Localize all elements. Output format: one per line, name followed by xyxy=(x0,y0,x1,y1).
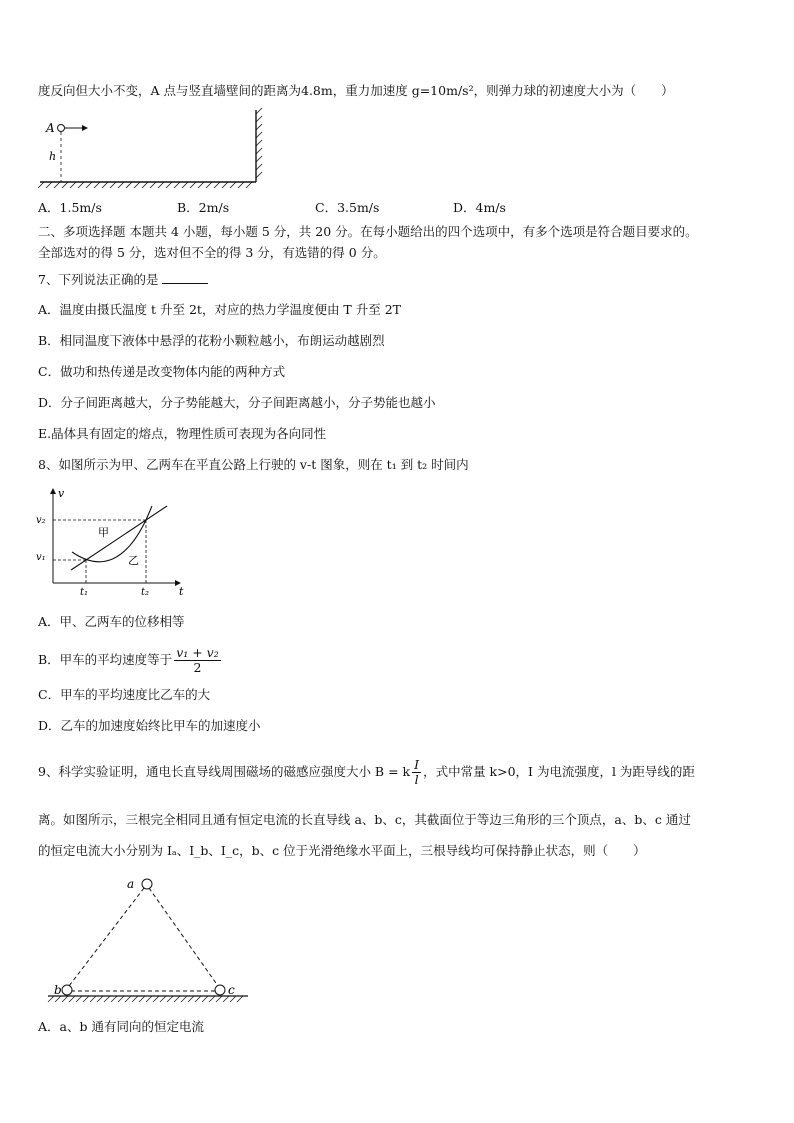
section2-line1: 二、多项选择题 本题共 4 小题，每小题 5 分，共 20 分。在每小题给出的四个选项中，有多个选项是符合题目要求的。 xyxy=(38,224,698,239)
wall xyxy=(256,108,262,182)
q9-line1-b: ，式中常量 k>0，I 为电流强度，l 为距导线的距 xyxy=(423,764,695,779)
hatch-mark xyxy=(111,996,117,1002)
q9-option-a[interactable]: A．a、b 通有同向的恒定电流 xyxy=(38,1019,204,1034)
hatch-mark xyxy=(62,996,68,1002)
hatch-mark xyxy=(104,996,110,1002)
hatch-mark xyxy=(202,996,208,1002)
hatch-mark xyxy=(139,996,145,1002)
q8-vt-chart xyxy=(36,484,196,604)
q6-stem-tail: 度反向但大小不变，A 点与竖直墙壁间的距离为4.8m，重力加速度 g=10m/s²，则弹力球的初速度大小为（ ） xyxy=(38,83,674,98)
q8-option-b-fraction xyxy=(174,646,221,675)
q8-stem: 8、如图所示为甲、乙两车在平直公路上行驶的 v-t 图象，则在 t₁ 到 t₂ 时间内 xyxy=(38,457,469,472)
horizontal-surface xyxy=(48,996,248,1002)
hatch-mark xyxy=(90,996,96,1002)
hatch-mark xyxy=(69,996,75,1002)
q9-formula-fraction xyxy=(412,758,421,787)
fraction-denominator: 2 xyxy=(193,660,202,675)
edge-ac xyxy=(149,888,218,986)
series-label-jia: 甲 xyxy=(98,526,109,539)
hatch-mark xyxy=(97,996,103,1002)
hatch-mark xyxy=(83,996,89,1002)
hatch-mark xyxy=(181,996,187,1002)
q7-option-b[interactable]: B．相同温度下液体中悬浮的花粉小颗粒越小，布朗运动越剧烈 xyxy=(38,333,385,348)
q6-option-c[interactable]: C．3.5m/s xyxy=(315,200,380,215)
hatch-mark xyxy=(174,996,180,1002)
v-axis-label: v xyxy=(58,487,65,500)
q9-line3: 的恒定电流大小分别为 Iₐ、I_b、I_c，b、c 位于光滑绝缘水平面上，三根导线均可保持静止状态，则（ ） xyxy=(38,843,646,858)
wire-a xyxy=(142,879,152,889)
hatch-mark xyxy=(216,996,222,1002)
q9-line1 xyxy=(38,756,695,788)
hatch-mark xyxy=(188,996,194,1002)
velocity-arrowhead xyxy=(82,125,88,131)
y-tick-v2: v₂ xyxy=(36,515,46,526)
q9-line1-a: 9、科学实验证明，通电长直导线周围磁场的磁感应强度大小 B = k xyxy=(38,764,411,779)
v-axis-arrow xyxy=(50,488,56,494)
q8-option-a[interactable]: A．甲、乙两车的位移相等 xyxy=(38,614,185,629)
hatch-mark xyxy=(146,996,152,1002)
q7-stem-row xyxy=(38,271,208,289)
q7-option-e[interactable]: E.晶体具有固定的熔点，物理性质可表现为各向同性 xyxy=(38,426,327,441)
hatch-mark xyxy=(209,996,215,1002)
q7-answer-blank xyxy=(162,271,208,284)
ball-a xyxy=(58,125,65,132)
hatch-mark xyxy=(132,996,138,1002)
t-axis-label: t xyxy=(179,585,184,598)
label-c: c xyxy=(228,983,235,997)
hatch-mark xyxy=(153,996,159,1002)
wire-c xyxy=(215,985,225,995)
wire-b xyxy=(62,985,72,995)
q6-option-a[interactable]: A．1.5m/s xyxy=(38,200,102,215)
q8-option-d[interactable]: D．乙车的加速度始终比甲车的加速度小 xyxy=(38,718,261,733)
hatch-mark xyxy=(195,996,201,1002)
fraction-numerator: v₁ + v₂ xyxy=(176,645,219,660)
hatch-mark xyxy=(125,996,131,1002)
hatch-mark xyxy=(76,996,82,1002)
q9-triangle-figure xyxy=(40,872,260,1012)
ground xyxy=(38,182,256,188)
series-yi-curve xyxy=(72,506,152,562)
hatch-mark xyxy=(118,996,124,1002)
series-label-yi: 乙 xyxy=(128,554,139,567)
q8-option-c[interactable]: C．甲车的平均速度比乙车的大 xyxy=(38,687,211,702)
point-a-label: A xyxy=(46,121,55,135)
formula-numerator: I xyxy=(414,757,420,772)
hatch-mark xyxy=(160,996,166,1002)
q7-option-c[interactable]: C．做功和热传递是改变物体内能的两种方式 xyxy=(38,364,286,379)
hatch-mark xyxy=(167,996,173,1002)
formula-denominator: l xyxy=(414,772,419,787)
q8-option-b-prefix: B．甲车的平均速度等于 xyxy=(38,652,173,667)
section2-line2: 全部选对的得 5 分，选对但不全的得 3 分，有选错的得 0 分。 xyxy=(38,245,386,260)
q7-stem: 7、下列说法正确的是 xyxy=(38,272,159,287)
q9-line2: 离。如图所示，三根完全相同且通有恒定电流的长直导线 a、b、c，其截面位于等边三角形的三个顶点，a、b、c 通过 xyxy=(38,812,691,827)
q6-figure xyxy=(38,108,278,190)
q6-option-d[interactable]: D．4m/s xyxy=(453,200,506,215)
y-tick-v1: v₁ xyxy=(36,552,46,563)
label-a: a xyxy=(127,877,135,891)
label-b: b xyxy=(54,983,62,997)
q7-option-a[interactable]: A．温度由摄氏温度 t 升至 2t，对应的热力学温度便由 T 升至 2T xyxy=(38,302,401,317)
q8-option-b[interactable] xyxy=(38,644,223,676)
q6-option-b[interactable]: B．2m/s xyxy=(177,200,230,215)
x-tick-t2: t₂ xyxy=(141,587,150,598)
height-label: h xyxy=(49,150,57,163)
q7-option-d[interactable]: D．分子间距离越大，分子势能越大，分子间距离越小，分子势能也越小 xyxy=(38,395,436,410)
edge-ab xyxy=(69,888,144,986)
hatch-mark xyxy=(237,996,243,1002)
x-tick-t1: t₁ xyxy=(80,587,89,598)
series-jia-line xyxy=(71,506,167,570)
